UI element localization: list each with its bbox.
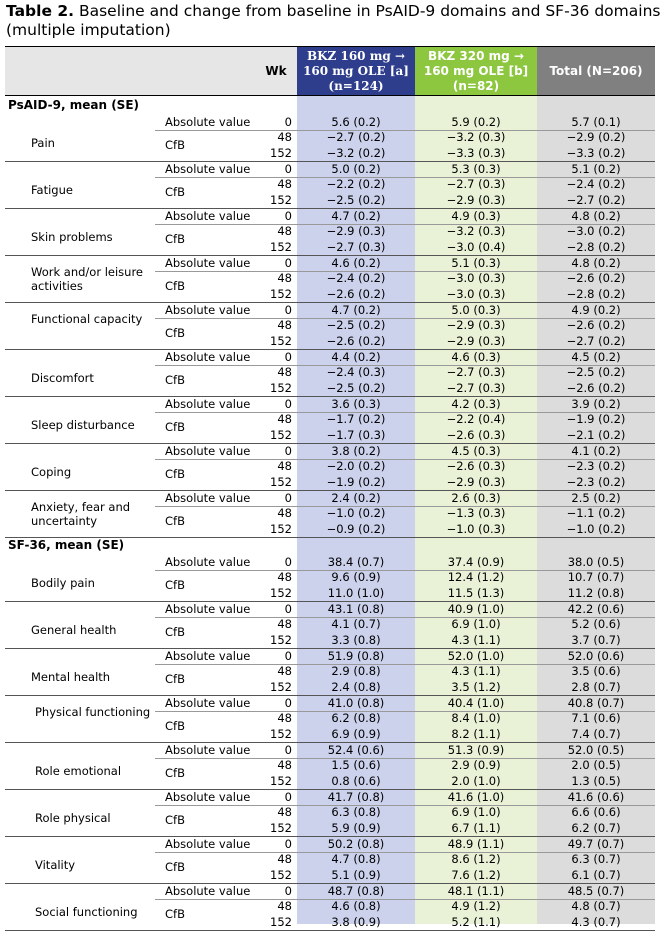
table-caption (6, 2, 661, 40)
week: 0 (284, 649, 292, 663)
value-bkz160: 3.8 (0.2) (331, 444, 381, 458)
metric-label: Absolute value (165, 555, 251, 569)
metric-label: Absolute value (165, 444, 251, 458)
domain-label: Bodily pain (31, 576, 95, 591)
value-bkz160: 43.1 (0.8) (327, 602, 385, 616)
week: 48 (277, 271, 292, 286)
value-total: 42.2 (0.6) (567, 602, 625, 616)
value-bkz320: 3.5 (1.2) (451, 679, 501, 694)
value-total: 5.1 (0.2) (571, 162, 621, 176)
value-bkz160: 5.6 (0.2) (331, 115, 381, 129)
value-bkz160: 4.4 (0.2) (331, 350, 381, 364)
value-total: 6.3 (0.7) (571, 852, 621, 867)
header-bottom-rule (5, 95, 655, 96)
value-bkz320: 48.1 (1.1) (447, 884, 505, 898)
value-bkz160: 41.0 (0.8) (327, 696, 385, 710)
metric-label: CfB (165, 860, 185, 875)
week: 152 (270, 867, 292, 882)
value-bkz160: 2.4 (0.2) (331, 491, 381, 505)
week: 48 (277, 758, 292, 773)
value-total: −2.6 (0.2) (566, 318, 626, 333)
value-bkz160: −2.0 (0.2) (326, 459, 386, 474)
value-bkz320: 5.9 (0.2) (451, 115, 501, 129)
value-bkz160: 0.8 (0.6) (331, 773, 381, 788)
week: 152 (270, 726, 292, 741)
week: 152 (270, 380, 292, 395)
value-bkz320: 41.6 (1.0) (447, 790, 505, 804)
table-caption-text: Baseline and change from baseline in PsAID-9 domains and SF-36 domains (multiple imputation) (6, 2, 661, 39)
value-total: 40.8 (0.7) (567, 696, 625, 710)
value-total: 10.7 (0.7) (567, 570, 625, 585)
value-bkz160: −2.5 (0.2) (326, 192, 386, 207)
value-bkz320: −2.9 (0.3) (446, 192, 506, 207)
domain-label: Pain (31, 136, 55, 151)
value-bkz160: −0.9 (0.2) (326, 521, 386, 536)
value-total: −2.4 (0.2) (566, 177, 626, 192)
metric-label: Absolute value (165, 884, 251, 898)
value-total: 38.0 (0.5) (567, 555, 625, 569)
week: 152 (270, 773, 292, 788)
value-total: −2.6 (0.2) (566, 271, 626, 286)
domain-label: Role emotional (35, 764, 122, 779)
value-bkz320: 6.7 (1.1) (451, 820, 501, 835)
metric-label: CfB (165, 138, 185, 153)
week: 48 (277, 617, 292, 632)
header-total: Total (N=206) (537, 46, 655, 96)
value-total: −1.0 (0.2) (566, 521, 626, 536)
value-bkz320: 40.9 (1.0) (447, 602, 505, 616)
value-total: −2.8 (0.2) (566, 239, 626, 254)
week: 152 (270, 679, 292, 694)
value-total: 4.1 (0.2) (571, 444, 621, 458)
value-total: −2.5 (0.2) (566, 365, 626, 380)
week: 0 (284, 444, 292, 458)
value-bkz320: 4.3 (1.1) (451, 632, 501, 647)
value-bkz160: −2.6 (0.2) (326, 333, 386, 348)
metric-label: CfB (165, 514, 185, 529)
value-total: −2.6 (0.2) (566, 380, 626, 395)
week: 48 (277, 852, 292, 867)
value-total: 2.8 (0.7) (571, 679, 621, 694)
value-total: 4.5 (0.2) (571, 350, 621, 364)
value-bkz320: 6.9 (1.0) (451, 805, 501, 820)
week: 0 (284, 209, 292, 223)
value-total: 4.3 (0.7) (571, 914, 621, 929)
value-total: −2.3 (0.2) (566, 474, 626, 489)
value-total: −2.8 (0.2) (566, 286, 626, 301)
metric-label: CfB (165, 279, 185, 294)
value-bkz160: 4.7 (0.2) (331, 303, 381, 317)
header-bkz320: BKZ 320 mg → 160 mg OLE [b] (n=82) (415, 46, 537, 96)
value-bkz160: 4.7 (0.8) (331, 852, 381, 867)
header-wk: Wk (255, 46, 297, 96)
value-bkz320: 4.2 (0.3) (451, 397, 501, 411)
metric-label: Absolute value (165, 162, 251, 176)
value-bkz320: 51.3 (0.9) (447, 743, 505, 757)
week: 48 (277, 459, 292, 474)
week: 0 (284, 491, 292, 505)
section-title: PsAID-9, mean (SE) (8, 98, 139, 112)
value-total: −2.3 (0.2) (566, 459, 626, 474)
week: 152 (270, 145, 292, 160)
value-total: 3.7 (0.7) (571, 632, 621, 647)
value-bkz160: −1.0 (0.2) (326, 506, 386, 521)
metric-label: Absolute value (165, 649, 251, 663)
value-bkz320: 12.4 (1.2) (447, 570, 505, 585)
metric-label: Absolute value (165, 350, 251, 364)
value-bkz160: −2.7 (0.2) (326, 130, 386, 145)
header-blank (5, 46, 255, 96)
domain-label: Anxiety, fear and uncertainty (31, 500, 131, 529)
table-caption-label: Table 2. (6, 2, 75, 20)
metric-label: CfB (165, 232, 185, 247)
week: 48 (277, 177, 292, 192)
week: 0 (284, 696, 292, 710)
value-bkz320: −2.9 (0.3) (446, 474, 506, 489)
week: 48 (277, 130, 292, 145)
value-bkz160: −2.4 (0.3) (326, 365, 386, 380)
value-bkz320: 6.9 (1.0) (451, 617, 501, 632)
week: 152 (270, 474, 292, 489)
value-bkz160: −2.4 (0.2) (326, 271, 386, 286)
metric-label: CfB (165, 719, 185, 734)
domain-label: Work and/or leisure activities (31, 265, 144, 294)
value-bkz160: 11.0 (1.0) (327, 585, 385, 600)
week: 48 (277, 570, 292, 585)
week: 48 (277, 664, 292, 679)
domain-label: Mental health (31, 670, 111, 685)
value-bkz160: 2.4 (0.8) (331, 679, 381, 694)
value-bkz320: 4.6 (0.3) (451, 350, 501, 364)
week: 152 (270, 239, 292, 254)
value-bkz320: −3.0 (0.3) (446, 271, 506, 286)
metric-label: Absolute value (165, 209, 251, 223)
week: 48 (277, 506, 292, 521)
value-total: −2.1 (0.2) (566, 427, 626, 442)
value-bkz160: −2.7 (0.3) (326, 239, 386, 254)
value-bkz160: 6.9 (0.9) (331, 726, 381, 741)
week: 152 (270, 521, 292, 536)
value-bkz320: 5.1 (0.3) (451, 256, 501, 270)
value-bkz160: −2.2 (0.2) (326, 177, 386, 192)
value-bkz160: 5.0 (0.2) (331, 162, 381, 176)
value-bkz160: −2.5 (0.2) (326, 318, 386, 333)
week: 48 (277, 224, 292, 239)
week: 0 (284, 790, 292, 804)
week: 152 (270, 286, 292, 301)
value-bkz320: 4.5 (0.3) (451, 444, 501, 458)
value-total: 4.8 (0.7) (571, 899, 621, 914)
value-bkz320: −2.6 (0.3) (446, 427, 506, 442)
value-bkz160: 1.5 (0.6) (331, 758, 381, 773)
value-bkz320: 7.6 (1.2) (451, 867, 501, 882)
value-total: 1.3 (0.5) (571, 773, 621, 788)
value-bkz160: 3.3 (0.8) (331, 632, 381, 647)
week: 0 (284, 350, 292, 364)
week: 0 (284, 397, 292, 411)
value-bkz320: 4.9 (1.2) (451, 899, 501, 914)
week: 0 (284, 555, 292, 569)
value-bkz160: 5.9 (0.9) (331, 820, 381, 835)
metric-label: CfB (165, 813, 185, 828)
week: 152 (270, 914, 292, 929)
value-bkz160: −1.7 (0.2) (326, 412, 386, 427)
value-bkz320: −2.7 (0.3) (446, 380, 506, 395)
week: 0 (284, 256, 292, 270)
header-bkz160: BKZ 160 mg → 160 mg OLE [a] (n=124) (297, 46, 415, 96)
value-bkz160: −1.9 (0.2) (326, 474, 386, 489)
value-bkz160: 51.9 (0.8) (327, 649, 385, 663)
value-bkz320: 2.9 (0.9) (451, 758, 501, 773)
table-top-rule (5, 46, 655, 47)
value-bkz320: −1.0 (0.3) (446, 521, 506, 536)
value-bkz320: 8.2 (1.1) (451, 726, 501, 741)
value-bkz320: −3.2 (0.3) (446, 224, 506, 239)
value-bkz160: 5.1 (0.9) (331, 867, 381, 882)
week: 48 (277, 365, 292, 380)
value-bkz160: −3.2 (0.2) (326, 145, 386, 160)
value-bkz320: −2.9 (0.3) (446, 333, 506, 348)
domain-label: Role physical (35, 811, 111, 826)
value-bkz320: −3.0 (0.4) (446, 239, 506, 254)
value-total: 48.5 (0.7) (567, 884, 625, 898)
value-total: −1.9 (0.2) (566, 412, 626, 427)
value-total: 6.6 (0.6) (571, 805, 621, 820)
metric-label: Absolute value (165, 491, 251, 505)
domain-label: Coping (31, 465, 72, 480)
domain-label: Functional capacity (31, 312, 143, 327)
value-bkz320: −2.7 (0.3) (446, 365, 506, 380)
value-total: 5.7 (0.1) (571, 115, 621, 129)
week: 152 (270, 427, 292, 442)
metric-label: Absolute value (165, 696, 251, 710)
week: 0 (284, 303, 292, 317)
value-bkz320: −3.2 (0.3) (446, 130, 506, 145)
value-bkz320: 2.0 (1.0) (451, 773, 501, 788)
value-bkz320: −3.3 (0.3) (446, 145, 506, 160)
value-bkz320: 8.6 (1.2) (451, 852, 501, 867)
metric-label: CfB (165, 625, 185, 640)
metric-label: Absolute value (165, 837, 251, 851)
week: 48 (277, 412, 292, 427)
week: 152 (270, 333, 292, 348)
value-bkz320: 4.9 (0.3) (451, 209, 501, 223)
value-bkz160: 38.4 (0.7) (327, 555, 385, 569)
metric-label: CfB (165, 373, 185, 388)
metric-label: Absolute value (165, 790, 251, 804)
value-bkz320: 40.4 (1.0) (447, 696, 505, 710)
value-total: −3.0 (0.2) (566, 224, 626, 239)
value-bkz320: −2.9 (0.3) (446, 318, 506, 333)
value-total: 3.5 (0.6) (571, 664, 621, 679)
value-bkz320: 2.6 (0.3) (451, 491, 501, 505)
week: 48 (277, 318, 292, 333)
metric-label: Absolute value (165, 743, 251, 757)
domain-label: Discomfort (31, 371, 94, 386)
domain-label: Skin problems (31, 230, 113, 245)
value-bkz160: −2.5 (0.2) (326, 380, 386, 395)
value-bkz320: 5.2 (1.1) (451, 914, 501, 929)
metric-label: Absolute value (165, 303, 251, 317)
value-bkz160: 4.1 (0.7) (331, 617, 381, 632)
metric-label: Absolute value (165, 256, 251, 270)
metric-label: CfB (165, 766, 185, 781)
value-bkz160: 4.7 (0.2) (331, 209, 381, 223)
value-total: 6.2 (0.7) (571, 820, 621, 835)
week: 0 (284, 837, 292, 851)
value-bkz160: 50.2 (0.8) (327, 837, 385, 851)
value-total: 52.0 (0.5) (567, 743, 625, 757)
value-total: 4.8 (0.2) (571, 256, 621, 270)
domain-label: Sleep disturbance (31, 418, 135, 433)
value-total: −1.1 (0.2) (566, 506, 626, 521)
week: 0 (284, 115, 292, 129)
value-total: 4.8 (0.2) (571, 209, 621, 223)
metric-label: CfB (165, 907, 185, 922)
value-bkz320: 11.5 (1.3) (447, 585, 505, 600)
metric-label: CfB (165, 185, 185, 200)
value-bkz320: 37.4 (0.9) (447, 555, 505, 569)
value-bkz320: 52.0 (1.0) (447, 649, 505, 663)
value-total: 7.4 (0.7) (571, 726, 621, 741)
value-total: 7.1 (0.6) (571, 711, 621, 726)
value-total: 52.0 (0.6) (567, 649, 625, 663)
week: 152 (270, 192, 292, 207)
domain-label: Physical functioning (35, 705, 151, 720)
value-bkz320: −2.2 (0.4) (446, 412, 506, 427)
week: 0 (284, 162, 292, 176)
week: 48 (277, 899, 292, 914)
metric-label: Absolute value (165, 397, 251, 411)
metric-label: Absolute value (165, 602, 251, 616)
week: 48 (277, 805, 292, 820)
domain-label: Fatigue (31, 183, 73, 198)
week: 48 (277, 711, 292, 726)
metric-label: CfB (165, 672, 185, 687)
value-bkz320: −2.7 (0.3) (446, 177, 506, 192)
week: 152 (270, 632, 292, 647)
value-total: 3.9 (0.2) (571, 397, 621, 411)
value-bkz160: −1.7 (0.3) (326, 427, 386, 442)
value-bkz160: 9.6 (0.9) (331, 570, 381, 585)
domain-label: Vitality (35, 858, 76, 873)
value-bkz320: 4.3 (1.1) (451, 664, 501, 679)
value-bkz160: 4.6 (0.8) (331, 899, 381, 914)
value-bkz320: −1.3 (0.3) (446, 506, 506, 521)
week: 0 (284, 884, 292, 898)
value-bkz320: 8.4 (1.0) (451, 711, 501, 726)
value-bkz160: 52.4 (0.6) (327, 743, 385, 757)
value-total: 4.9 (0.2) (571, 303, 621, 317)
value-total: 5.2 (0.6) (571, 617, 621, 632)
metric-label: CfB (165, 467, 185, 482)
metric-label: CfB (165, 578, 185, 593)
value-total: −3.3 (0.2) (566, 145, 626, 160)
value-total: −2.7 (0.2) (566, 333, 626, 348)
value-total: 41.6 (0.6) (567, 790, 625, 804)
value-bkz160: 4.6 (0.2) (331, 256, 381, 270)
value-bkz160: −2.9 (0.3) (326, 224, 386, 239)
value-total: 2.5 (0.2) (571, 491, 621, 505)
value-bkz160: 41.7 (0.8) (327, 790, 385, 804)
value-bkz160: 3.6 (0.3) (331, 397, 381, 411)
value-total: 2.0 (0.5) (571, 758, 621, 773)
value-total: 49.7 (0.7) (567, 837, 625, 851)
metric-label: CfB (165, 420, 185, 435)
section-title: SF-36, mean (SE) (8, 538, 125, 552)
value-bkz320: 5.3 (0.3) (451, 162, 501, 176)
value-bkz320: −3.0 (0.3) (446, 286, 506, 301)
value-bkz160: 2.9 (0.8) (331, 664, 381, 679)
value-bkz160: 6.2 (0.8) (331, 711, 381, 726)
domain-label: General health (31, 623, 117, 638)
value-total: −2.9 (0.2) (566, 130, 626, 145)
week: 0 (284, 602, 292, 616)
metric-label: Absolute value (165, 115, 251, 129)
results-table (5, 46, 655, 929)
value-bkz160: 3.8 (0.9) (331, 914, 381, 929)
value-bkz160: −2.6 (0.2) (326, 286, 386, 301)
value-bkz160: 48.7 (0.8) (327, 884, 385, 898)
metric-label: CfB (165, 326, 185, 341)
value-total: 6.1 (0.7) (571, 867, 621, 882)
value-bkz160: 6.3 (0.8) (331, 805, 381, 820)
value-total: 11.2 (0.8) (567, 585, 625, 600)
value-bkz320: 48.9 (1.1) (447, 837, 505, 851)
value-total: −2.7 (0.2) (566, 192, 626, 207)
week: 152 (270, 585, 292, 600)
value-bkz320: −2.6 (0.3) (446, 459, 506, 474)
week: 152 (270, 820, 292, 835)
domain-label: Social functioning (35, 905, 138, 920)
value-bkz320: 5.0 (0.3) (451, 303, 501, 317)
week: 0 (284, 743, 292, 757)
